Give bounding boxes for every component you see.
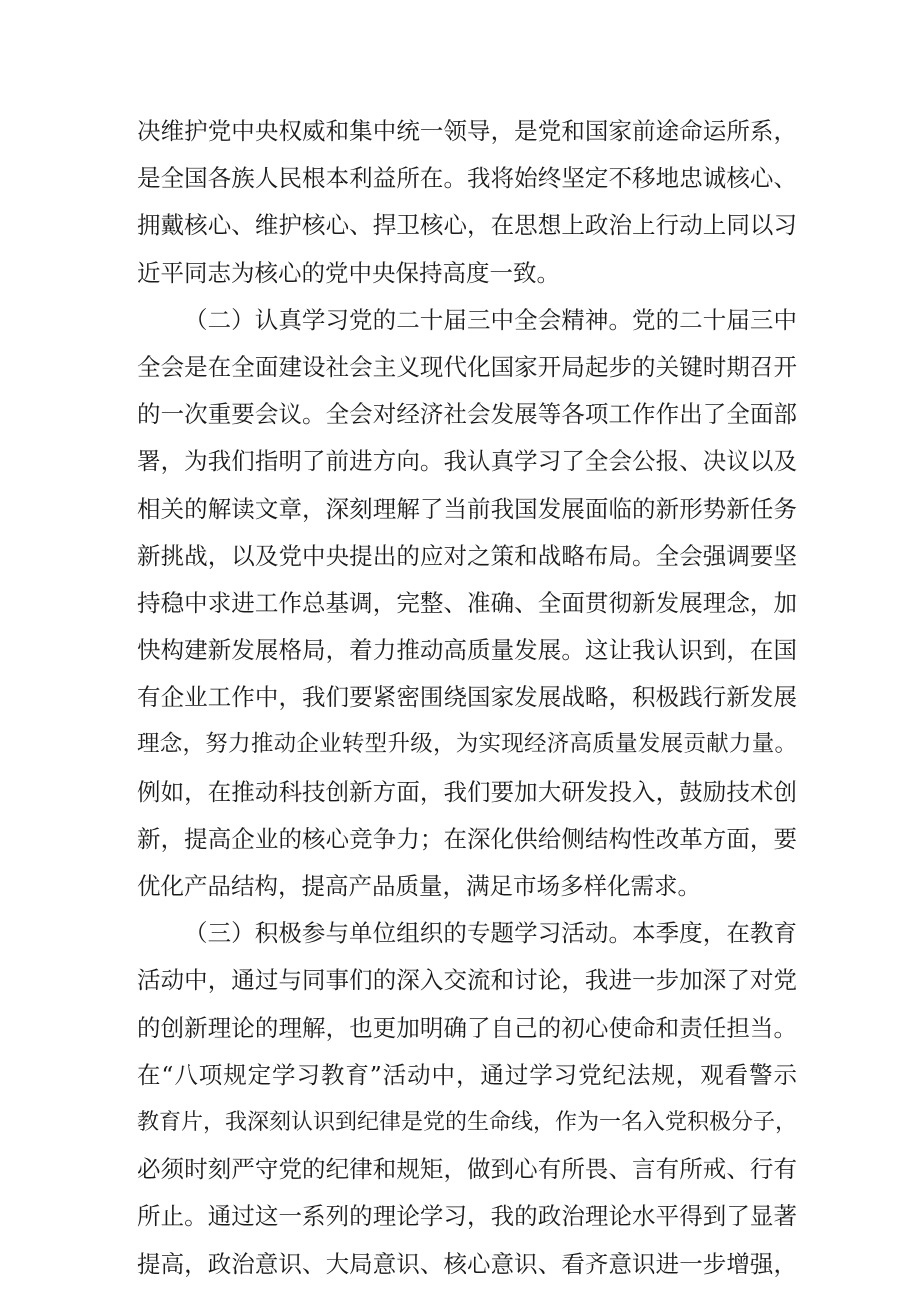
- text-line: 例如，在推动科技创新方面，我们要加大研发投入，鼓励技术创: [137, 777, 797, 806]
- text-line: 教育片，我深刻认识到纪律是党的生命线，作为一名入党积极分子，: [137, 1109, 798, 1135]
- text-line: 是全国各族人民根本利益所在。我将始终坚定不移地忠诚核心、: [137, 164, 797, 193]
- text-line: 快构建新发展格局，着力推动高质量发展。这让我认识到，在国: [137, 636, 797, 665]
- text-line: 优化产品结构，提高产品质量，满足市场多样化需求。: [137, 872, 701, 900]
- text-line: 拥戴核心、维护核心、捍卫核心，在思想上政治上行动上同以习: [137, 211, 797, 240]
- text-line: 持稳中求进工作总基调，完整、准确、全面贯彻新发展理念，加: [137, 588, 797, 617]
- text-line: 决维护党中央权威和集中统一领导，是党和国家前途命运所系，: [137, 117, 797, 145]
- text-line: 全会是在全面建设社会主义现代化国家开局起步的关键时期召开: [137, 352, 797, 381]
- text-line: 有企业工作中，我们要紧密围绕国家发展战略，积极践行新发展: [137, 683, 797, 712]
- text-line: 理念，努力推动企业转型升级，为实现经济高质量发展贡献力量。: [137, 731, 797, 758]
- text-line: 提高，政治意识、大局意识、核心意识、看齐意识进一步增强，: [137, 1249, 797, 1278]
- text-line: 所止。通过这一系列的理论学习，我的政治理论水平得到了显著: [137, 1202, 797, 1231]
- text-line: 署，为我们指明了前进方向。我认真学习了全会公报、决议以及: [137, 447, 797, 476]
- paragraph-first-line: （三）积极参与单位组织的专题学习活动。本季度，在教育: [184, 919, 797, 948]
- text-line: 近平同志为核心的党中央保持高度一致。: [137, 258, 560, 287]
- body-text: [137, 108, 797, 1288]
- text-line: 在“八项规定学习教育”活动中，通过学习党纪法规，观看警示: [137, 1060, 797, 1089]
- text-line: 必须时刻严守党的纪律和规矩，做到心有所畏、言有所戒、行有: [137, 1155, 797, 1184]
- text-line: 的创新理论的理解，也更加明确了自己的初心使命和责任担当。: [137, 1013, 797, 1042]
- text-line: 相关的解读文章，深刻理解了当前我国发展面临的新形势新任务: [137, 494, 797, 523]
- text-line: 活动中，通过与同事们的深入交流和讨论，我进一步加深了对党: [137, 966, 797, 995]
- text-line: 新，提高企业的核心竞争力；在深化供给侧结构性改革方面，要: [137, 824, 797, 853]
- text-line: 的一次重要会议。全会对经济社会发展等各项工作作出了全面部: [137, 400, 797, 429]
- text-line: 新挑战，以及党中央提出的应对之策和战略布局。全会强调要坚: [137, 541, 797, 570]
- paragraph-first-line: （二）认真学习党的二十届三中全会精神。党的二十届三中: [184, 305, 797, 334]
